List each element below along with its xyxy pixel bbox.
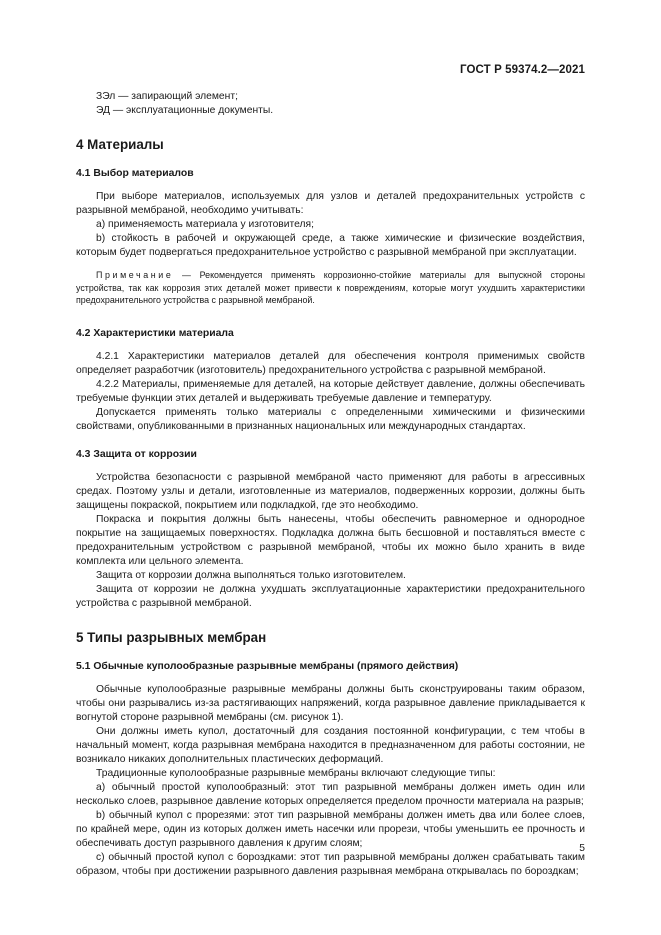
paragraph: Покраска и покрытия должны быть нанесены, чтобы обеспечить равномерное и однородное покрытие на защищаемых поверхностях. Подкладка должна быть бесшовной и поставляться вместе с предохранительным устройством с разрывной мембраной, чтобы их можно было хранить в виде комплекта или цельного элемента. xyxy=(76,513,585,567)
abbreviation-item: ЗЭл — запирающий элемент; xyxy=(96,91,238,102)
list-item-a: а) обычный простой куполообразный: этот тип разрывной мембраны должен иметь один или несколько слоев, разрывное давление которых определяется пределом прочности материала на разрыв; xyxy=(76,781,585,807)
paragraph: Защита от коррозии не должна ухудшать эксплуатационные характеристики предохранительного устройства с разрывной мембраной. xyxy=(76,583,585,609)
subsection-4-1-heading: 4.1 Выбор материалов xyxy=(76,168,194,179)
paragraph: 4.2.2 Материалы, применяемые для деталей, на которые действует давление, должны обеспечивать требуемые функции этих деталей и выдерживать требуемые давление и температуру. xyxy=(76,378,585,404)
standard-code: ГОСТ Р 59374.2—2021 xyxy=(460,64,585,76)
subsection-4-2-heading: 4.2 Характеристики материала xyxy=(76,327,234,339)
page-body xyxy=(76,90,585,879)
note-text: — Рекомендуется применять коррозионно-стойкие материалы для выпускной стороны устройства, так как коррозия этих деталей может привести к повреждениям, которые могут ухудшить характеристики предохранительного устройства с разрывной мембраной. xyxy=(76,270,585,305)
list-item-b: b) обычный купол с прорезями: этот тип разрывной мембраны должен иметь два или более слоев, по крайней мере, один из которых должен иметь насечки или прорези, чтобы уменьшить ее прочность и обеспечивать доступ разрывного давления к другим слоям; xyxy=(76,809,585,849)
paragraph: Допускается применять только материалы с определенными химическими и физическими свойствами, опубликованными в признанных национальных или международных стандартах. xyxy=(76,406,585,432)
paragraph: Устройства безопасности с разрывной мембраной часто применяют для работы в агрессивных средах. Поэтому узлы и детали, изготовленные из материалов, подверженных коррозии, должны быть защищены покраской, покрытием или подкладкой, где это необходимо. xyxy=(76,471,585,511)
list-item-b: b) стойкость в рабочей и окружающей среде, а также химические и физические воздействия, которым будет подвергаться предохранительное устройство с разрывной мембраной при эксплуатации. xyxy=(76,233,585,258)
list-item-a: а) применяемость материала у изготовителя; xyxy=(96,219,314,230)
section-4-heading: 4 Материалы xyxy=(76,137,164,152)
subsection-5-1-heading: 5.1 Обычные куполообразные разрывные мембраны (прямого действия) xyxy=(76,660,459,672)
paragraph: Традиционные куполообразные разрывные мембраны включают следующие типы: xyxy=(96,767,496,779)
paragraph: Обычные куполообразные разрывные мембраны должны быть сконструированы таким образом, чтобы они разрывались из-за растягивающих напряжений, когда разрывное давление прикладывается к вогнутой стороне разрывной мембраны (см. рисунок 1). xyxy=(76,683,585,723)
note xyxy=(76,269,585,307)
paragraph: Они должны иметь купол, достаточный для создания постоянной конфигурации, с тем чтобы в начальный момент, когда разрывная мембрана находится в предназначенном для работы состоянии, не возникало никаких дополнительных пластических деформаций. xyxy=(76,725,585,765)
section-5-heading: 5 Типы разрывных мембран xyxy=(76,629,267,645)
list-item-c: с) обычный простой купол с бороздками: этот тип разрывной мембраны должен срабатывать таким образом, чтобы при достижении разрывного давления разрывная мембрана открывалась по бороздкам; xyxy=(76,851,585,877)
paragraph: При выборе материалов, используемых для узлов и деталей предохранительных устройств с разрывной мембраной, необходимо учитывать: xyxy=(76,191,585,216)
note-label: Примечание xyxy=(96,270,174,280)
abbreviation-item: ЭД — эксплуатационные документы. xyxy=(96,105,274,116)
subsection-4-3-heading: 4.3 Защита от коррозии xyxy=(76,448,197,460)
paragraph: 4.2.1 Характеристики материалов деталей для обеспечения контроля применимых свойств определяет разработчик (изготовитель) предохранительного устройства с разрывной мембраной. xyxy=(76,350,585,376)
paragraph: Защита от коррозии должна выполняться только изготовителем. xyxy=(96,569,406,581)
page-number: 5 xyxy=(579,843,585,854)
